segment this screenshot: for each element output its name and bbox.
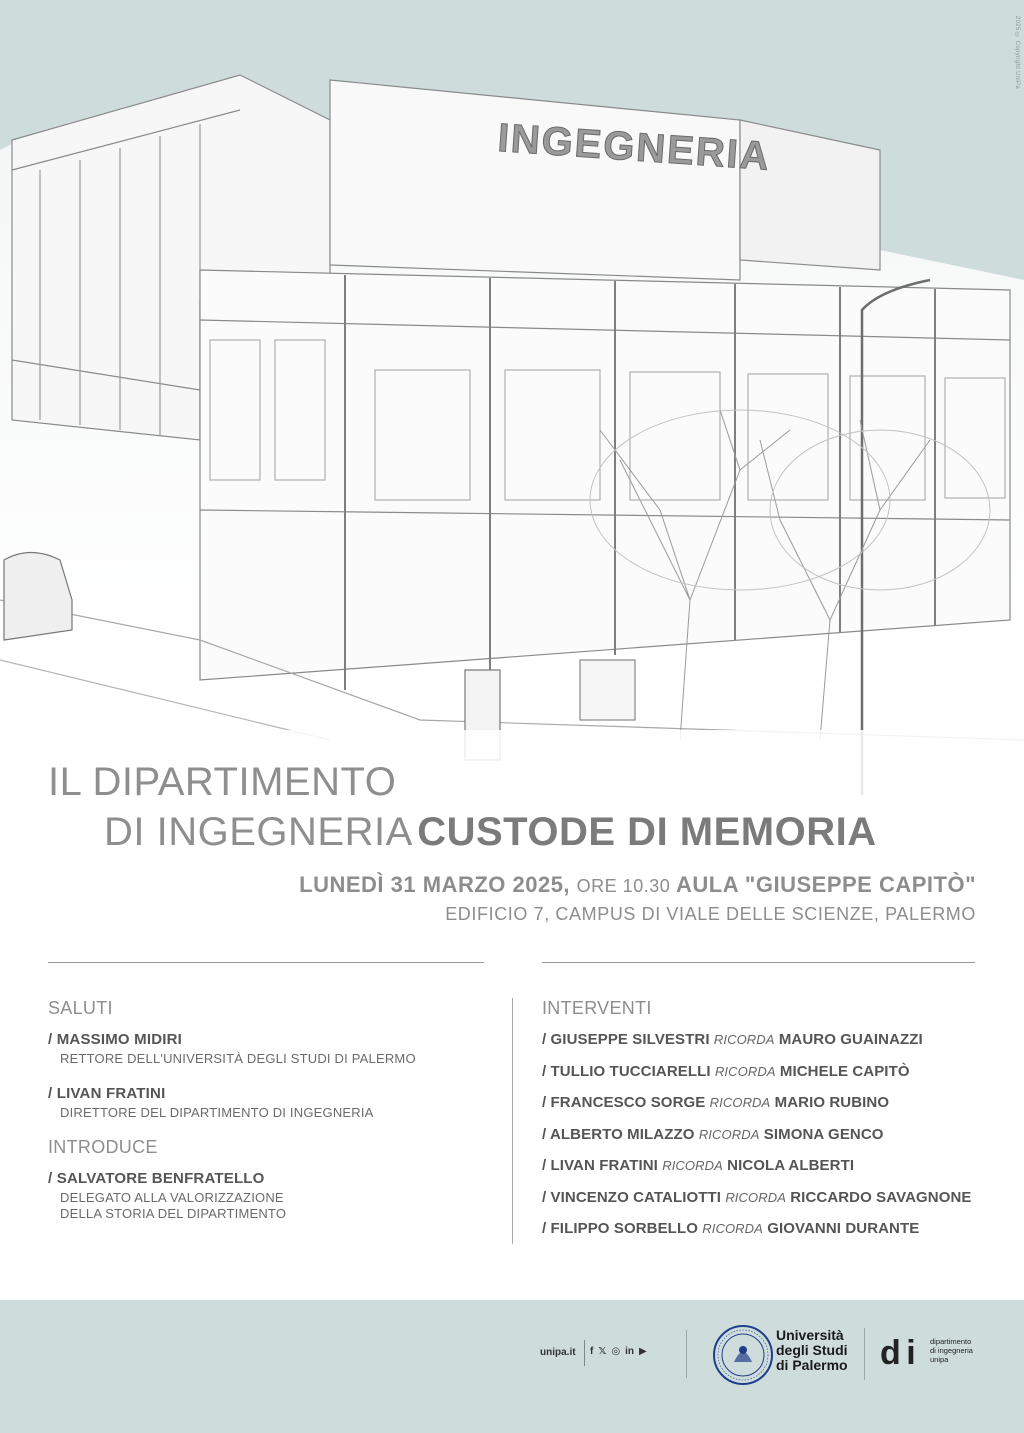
university-name-line-1: Università: [776, 1327, 844, 1343]
department-name-line-2: di ingegneria: [930, 1346, 973, 1355]
building-illustration: [0, 40, 1024, 820]
person-role: RETTORE DELL'UNIVERSITÀ DEGLI STUDI DI PALERMO: [60, 1051, 416, 1066]
speaker-name: / TULLIO TUCCIARELLI: [542, 1062, 711, 1080]
speaker-name: / ALBERTO MILAZZO: [542, 1125, 695, 1143]
department-name-line-1: dipartimento: [930, 1337, 972, 1346]
social-links: [590, 1346, 647, 1357]
program-right-column: [542, 998, 982, 1252]
intervention-row: [542, 1063, 982, 1080]
saluti-heading: SALUTI: [48, 998, 113, 1018]
speaker-name: / VINCENZO CATALIOTTI: [542, 1188, 722, 1206]
event-time: ORE 10.30: [576, 876, 671, 896]
building-sign-text: INGEGNERIA: [496, 115, 773, 179]
speaker-name: / FILIPPO SORBELLO: [542, 1220, 698, 1237]
ricorda-label: RICORDA: [713, 1032, 775, 1047]
ricorda-label: RICORDA: [714, 1063, 776, 1079]
saluti-person: [48, 1031, 488, 1067]
divider-right: [542, 962, 975, 963]
title-bold-part: CUSTODE DI MEMORIA: [417, 810, 877, 854]
speaker-name: / FRANCESCO SORGE: [542, 1094, 706, 1111]
event-date: LUNEDÌ 31 MARZO 2025,: [299, 872, 571, 897]
remembered-name: NICOLA ALBERTI: [727, 1157, 855, 1174]
title-line-2: [104, 806, 877, 867]
footer-separator: [864, 1328, 865, 1380]
remembered-name: MAURO GUAINAZZI: [778, 1031, 923, 1048]
intervention-row: [542, 1157, 982, 1174]
university-seal-icon: [712, 1324, 774, 1386]
department-name: [930, 1337, 973, 1364]
ricorda-label: RICORDA: [709, 1095, 771, 1110]
university-name-line-2: degli Studi: [776, 1342, 848, 1358]
footer-band: [0, 1300, 1024, 1433]
copyright-note: 2025 © Copyright UniPa: [1014, 16, 1020, 89]
ricorda-label: RICORDA: [698, 1126, 760, 1142]
remembered-name: RICCARDO SAVAGNONE: [790, 1188, 972, 1206]
department-logo: d i: [880, 1334, 914, 1372]
person-role-line-1: DELEGATO ALLA VALORIZZAZIONE: [60, 1190, 284, 1205]
remembered-name: GIOVANNI DURANTE: [767, 1220, 920, 1237]
interventi-heading: INTERVENTI: [542, 998, 652, 1018]
intervention-row: [542, 1094, 982, 1111]
intervention-row: [542, 1126, 982, 1143]
footer-separator: [584, 1340, 585, 1366]
instagram-icon[interactable]: ◎: [611, 1346, 621, 1357]
ricorda-label: RICORDA: [702, 1221, 763, 1236]
person-name: / MASSIMO MIDIRI: [48, 1031, 183, 1048]
title-line-1: IL DIPARTIMENTO: [48, 760, 397, 804]
person-role-line-2: DELLA STORIA DEL DIPARTIMENTO: [60, 1206, 287, 1221]
building-sketch: [0, 75, 1024, 820]
event-title: [48, 758, 988, 854]
university-name: [776, 1328, 848, 1373]
department-name-line-3: unipa: [930, 1355, 949, 1364]
ricorda-label: RICORDA: [725, 1189, 786, 1205]
remembered-name: MICHELE CAPITÒ: [779, 1062, 910, 1080]
footer-separator: [686, 1330, 687, 1378]
intervention-row: [542, 1189, 982, 1206]
x-icon[interactable]: 𝕏: [598, 1346, 607, 1357]
introduce-person: [48, 1170, 488, 1222]
person-role: DIRETTORE DEL DIPARTIMENTO DI INGEGNERIA: [60, 1105, 374, 1120]
person-name: / SALVATORE BENFRATELLO: [48, 1170, 265, 1187]
event-place: EDIFICIO 7, CAMPUS DI VIALE DELLE SCIENZE, PALERMO: [445, 904, 976, 924]
divider-left: [48, 962, 484, 963]
intervention-row: [542, 1031, 982, 1048]
youtube-icon[interactable]: ▶: [639, 1346, 647, 1357]
saluti-person: [48, 1085, 488, 1121]
intervention-row: [542, 1220, 982, 1237]
university-name-line-3: di Palermo: [776, 1357, 848, 1373]
title-light-part: DI INGEGNERIA: [104, 810, 413, 854]
introduce-heading: INTRODUCE: [48, 1137, 158, 1157]
facebook-icon[interactable]: f: [590, 1346, 594, 1357]
website-link[interactable]: unipa.it: [540, 1347, 576, 1358]
program-left-column: [48, 998, 488, 1240]
remembered-name: MARIO RUBINO: [774, 1094, 890, 1111]
ricorda-label: RICORDA: [662, 1158, 723, 1173]
person-name: / LIVAN FRATINI: [48, 1085, 166, 1102]
speaker-name: / LIVAN FRATINI: [542, 1157, 658, 1174]
speaker-name: / GIUSEPPE SILVESTRI: [542, 1031, 710, 1048]
event-date-time: [299, 872, 976, 898]
event-room: AULA "GIUSEPPE CAPITÒ": [676, 872, 976, 897]
column-divider: [512, 998, 513, 1244]
linkedin-icon[interactable]: in: [625, 1346, 635, 1357]
remembered-name: SIMONA GENCO: [763, 1125, 884, 1143]
